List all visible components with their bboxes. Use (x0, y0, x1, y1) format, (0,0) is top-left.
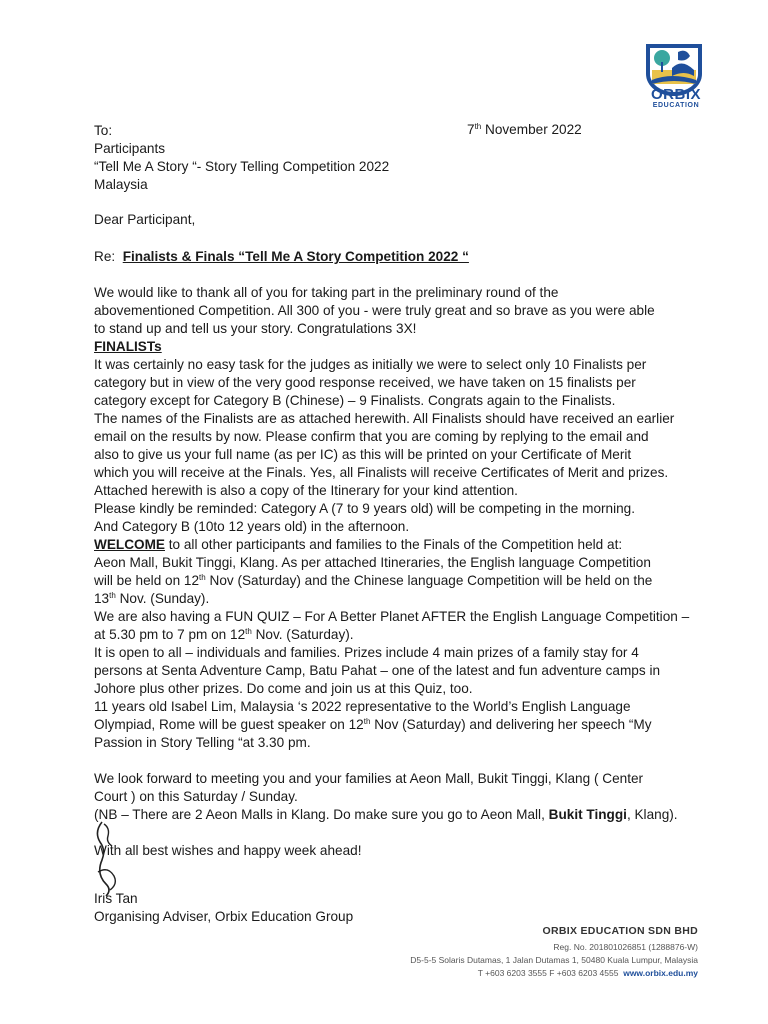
paragraph-line: Court ) on this Saturday / Sunday. (94, 789, 298, 804)
paragraph-line: also to give us your full name (as per IC) as this will be printed on your Certificate of Merit (94, 447, 632, 462)
recipient-line: Malaysia (94, 177, 148, 192)
paragraph-line: Johore plus other prizes. Do come and join us at this Quiz, too. (94, 681, 473, 696)
paragraph-line: which you will receive at the Finals. Yes, all Finalists will receive Certificates of Merit and prizes. (94, 465, 669, 480)
finalists-heading: FINALISTs (94, 339, 162, 354)
paragraph-line: Please kindly be reminded: Category A (7 to 9 years old) will be competing in the morning. (94, 501, 636, 516)
paragraph-line: category except for Category B (Chinese) – 9 Finalists. Congrats again to the Finalists. (94, 393, 616, 408)
paragraph-line: Passion in Story Telling “at 3.30 pm. (94, 735, 311, 750)
paragraph-line: category but in view of the very good response received, we have taken on 15 finalists per (94, 375, 636, 390)
footer-company: ORBIX EDUCATION SDN BHD (542, 925, 698, 937)
to-label: To: (94, 123, 113, 138)
recipient-line: “Tell Me A Story “- Story Telling Competition 2022 (94, 159, 390, 174)
paragraph-line: to stand up and tell us your story. Congratulations 3X! (94, 321, 417, 336)
paragraph-line: We are also having a FUN QUIZ – For A Better Planet AFTER the English Language Competition – (94, 609, 690, 624)
paragraph-line: Aeon Mall, Bukit Tinggi, Klang. As per attached Itineraries, the English language Competition (94, 555, 651, 570)
footer-reg: Reg. No. 201801026851 (1288876-W) (553, 942, 698, 952)
logo-wordmark: ORBIX (650, 86, 701, 103)
paragraph-line: 11 years old Isabel Lim, Malaysia ‘s 2022 representative to the World’s English Language (94, 699, 631, 714)
salutation: Dear Participant, (94, 212, 196, 227)
footer-contact: T +603 6203 3555 F +603 6203 4555 www.orbix.edu.my (477, 968, 698, 978)
paragraph-line: It was certainly no easy task for the judges as initially we were to select only 10 Finalists per (94, 357, 647, 372)
letter-date: 7th November 2022 (467, 122, 582, 137)
footer-website-link[interactable]: www.orbix.edu.my (623, 968, 698, 978)
paragraph-line: We look forward to meeting you and your families at Aeon Mall, Bukit Tinggi, Klang ( Center (94, 771, 644, 786)
subject-title: Finalists & Finals “Tell Me A Story Competition 2022 “ (122, 249, 469, 264)
paragraph-line: We would like to thank all of you for taking part in the preliminary round of the (94, 285, 559, 300)
paragraph-line: Olympiad, Rome will be guest speaker on 12th Nov (Saturday) and delivering her speech “My (94, 717, 652, 732)
logo-subtitle: EDUCATION (652, 102, 700, 109)
signatory-name: Iris Tan (94, 891, 138, 906)
welcome-word: WELCOME (94, 537, 165, 552)
paragraph-line: persons at Senta Adventure Camp, Batu Pahat – one of the latest and fun adventure camps in (94, 663, 661, 678)
subject-line: Re: Finalists & Finals “Tell Me A Story Competition 2022 “ (94, 249, 469, 264)
paragraph-line: email on the results by now. Please confirm that you are coming by replying to the email and (94, 429, 649, 444)
paragraph-line: WELCOME to all other participants and families to the Finals of the Competition held at: (94, 537, 623, 552)
footer-address: D5-5-5 Solaris Dutamas, 1 Jalan Dutamas 1, 50480 Kuala Lumpur, Malaysia (410, 955, 698, 965)
paragraph-line: at 5.30 pm to 7 pm on 12th Nov. (Saturday). (94, 627, 354, 642)
closing-wishes: With all best wishes and happy week ahead! (94, 843, 362, 858)
recipient-line: Participants (94, 141, 166, 156)
paragraph-line: (NB – There are 2 Aeon Malls in Klang. Do make sure you go to Aeon Mall, Bukit Tinggi, Klang). (94, 807, 678, 822)
paragraph-line: will be held on 12th Nov (Saturday) and the Chinese language Competition will be held on the (94, 573, 653, 588)
paragraph-line: abovementioned Competition. All 300 of you - were truly great and so brave as you were able (94, 303, 655, 318)
paragraph-line: And Category B (10to 12 years old) in the afternoon. (94, 519, 410, 534)
paragraph-line: The names of the Finalists are as attached herewith. All Finalists should have received an earlier (94, 411, 675, 426)
paragraph-line: 13th Nov. (Sunday). (94, 591, 210, 606)
paragraph-line: It is open to all – individuals and families. Prizes include 4 main prizes of a family stay for 4 (94, 645, 639, 660)
signature-icon (92, 818, 126, 898)
signatory-title: Organising Adviser, Orbix Education Group (94, 909, 354, 924)
paragraph-line: Attached herewith is also a copy of the Itinerary for your kind attention. (94, 483, 518, 498)
